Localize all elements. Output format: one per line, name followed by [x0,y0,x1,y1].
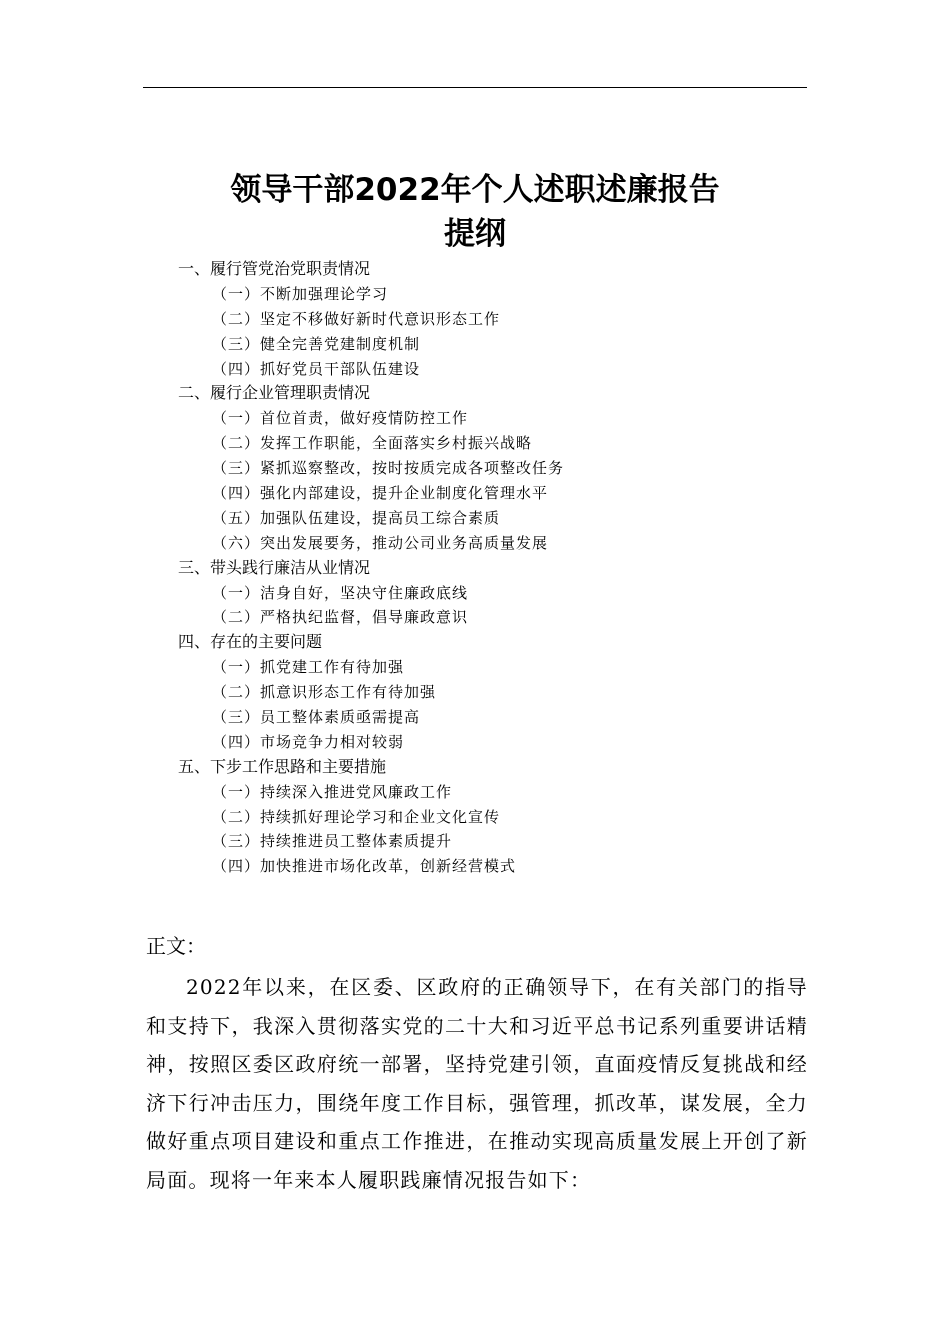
outline-sub-item: （五）加强队伍建设，提高员工综合素质 [212,508,501,527]
document-title: 领导干部2022年个人述职述廉报告 [230,172,720,208]
outline-sub-item: （一）洁身自好，坚决守住廉政底线 [212,583,469,602]
outline-sub-item: （四）市场竞争力相对较弱 [212,732,405,751]
outline-sub-item: （三）紧抓巡察整改，按时按质完成各项整改任务 [212,459,565,478]
outline-sub-item: （三）健全完善党建制度机制 [212,334,421,353]
body-label: 正文： [146,934,206,958]
outline-sub-item: （二）持续抓好理论学习和企业文化宣传 [212,807,501,826]
body-paragraph: 2022年以来，在区委、区政府的正确领导下，在有关部门的指导和支持下，我深入贯彻落实党的二十大和习近平总书记系列重要讲话精神，按照区委区政府统一部署，坚持党建引领，直面疫情反复挑战和经济下行冲击压力，围绕年度工作目标，强管理，抓改革，谋发展，全力做好重点项目建设和重点工作推进，在推动实现高质量发展上开创了新局面。现将一年来本人履职践廉情况报告如下： [146,975,808,1192]
outline-sub-item: （二）抓意识形态工作有待加强 [212,683,437,702]
outline-sub-item: （三）员工整体素质亟需提高 [212,708,421,727]
outline-sub-item: （六）突出发展要务，推动公司业务高质量发展 [212,533,549,552]
outline-sub-item: （一）首位首责，做好疫情防控工作 [212,409,469,428]
outline-sub-item: （二）坚定不移做好新时代意识形态工作 [212,309,501,328]
outline-sub-item: （一）持续深入推进党风廉政工作 [212,782,453,801]
outline-section-heading: 五、下步工作思路和主要措施 [178,756,387,776]
outline-sub-item: （四）加快推进市场化改革，创新经营模式 [212,857,517,876]
outline-section-heading: 四、存在的主要问题 [178,632,323,652]
document-subtitle: 提纲 [444,216,506,252]
outline-sub-item: （一）抓党建工作有待加强 [212,658,405,677]
outline-section-heading: 三、带头践行廉洁从业情况 [178,557,371,577]
outline-sub-item: （二）严格执纪监督，倡导廉政意识 [212,608,469,627]
outline-sub-item: （一）不断加强理论学习 [212,284,389,303]
outline [178,257,798,879]
outline-sub-item: （四）抓好党员干部队伍建设 [212,359,421,378]
outline-sub-item: （二）发挥工作职能，全面落实乡村振兴战略 [212,434,533,453]
outline-section-heading: 一、履行管党治党职责情况 [178,259,371,278]
outline-sub-item: （四）强化内部建设，提升企业制度化管理水平 [212,484,549,503]
header-rule [143,87,807,88]
outline-section-heading: 二、履行企业管理职责情况 [178,383,371,403]
outline-sub-item: （三）持续推进员工整体素质提升 [212,832,453,851]
